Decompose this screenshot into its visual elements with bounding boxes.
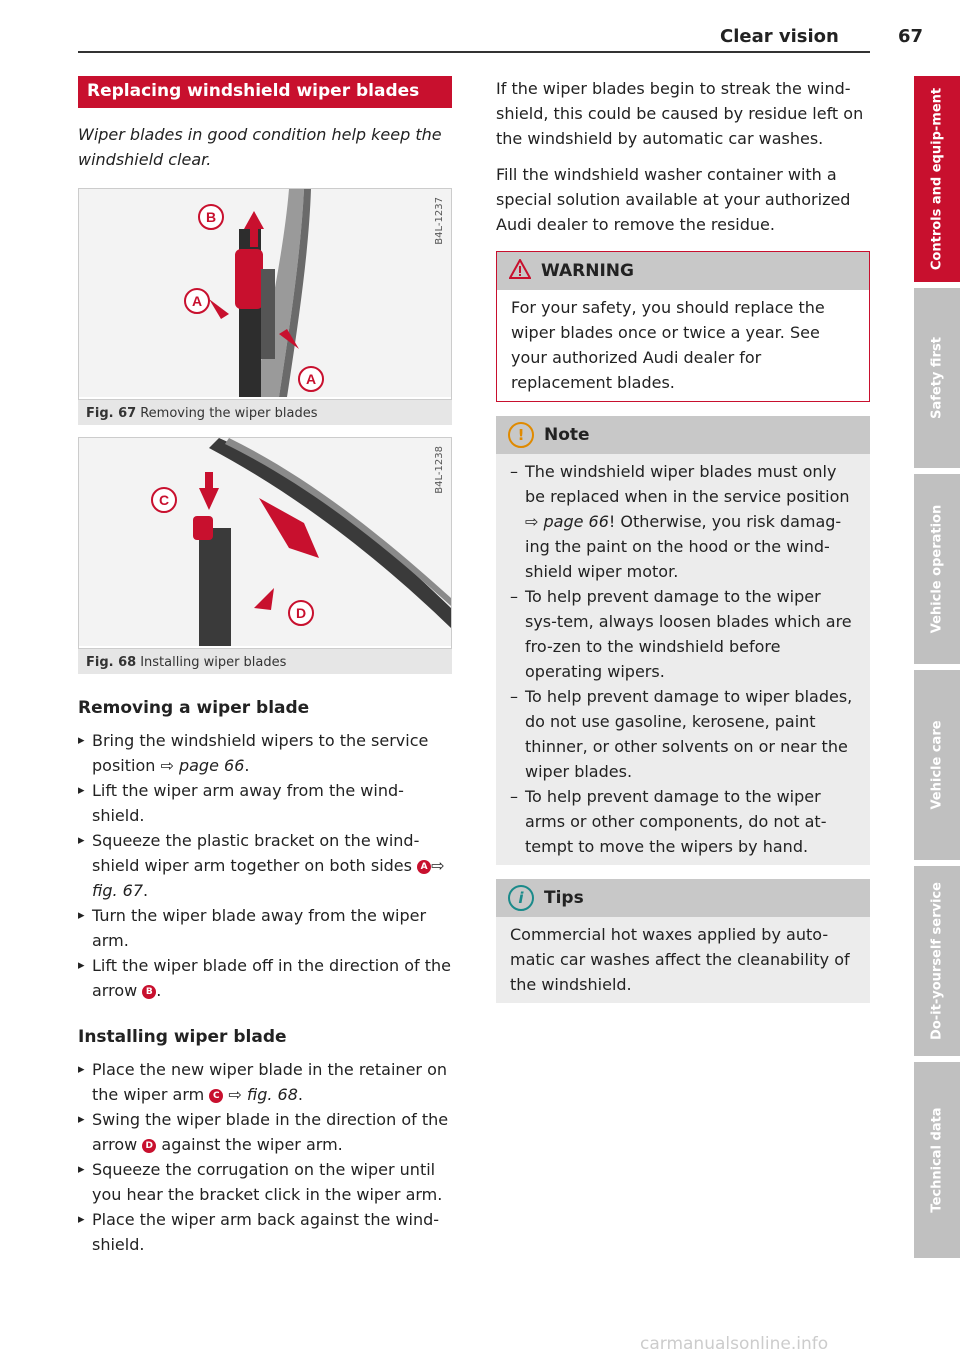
info-icon: i [508,885,534,911]
watermark: carmanualsonline.info [640,1334,829,1354]
callout-marker: C [209,1089,223,1103]
step-text: Place the new wiper blade in the retainer on the wiper arm [92,1060,447,1104]
figure-caption [78,400,452,425]
note-item [510,584,856,684]
wiper-installation-illustration [79,438,451,646]
step-item [78,1157,452,1207]
exclamation-icon: ! [508,422,534,448]
step-text: Place the wiper arm back against the wind-shield. [92,1210,440,1254]
step-item [78,953,452,1003]
tips-box [496,879,870,1003]
tips-title: Tips [544,888,584,908]
running-header-title: Clear vision [720,26,839,47]
right-column [496,76,870,1003]
note-item [510,784,856,859]
step-tail: . [143,881,149,900]
svg-text:A: A [305,371,317,387]
figure-caption [78,649,452,674]
tab-label: Controls and equip-ment [929,87,945,271]
note-item [510,684,856,784]
figure-number: Fig. 68 [86,655,137,670]
section-intro: Wiper blades in good condition help keep the windshield clear. [78,125,442,169]
tab-label: Vehicle care [929,720,945,810]
page-number: 67 [898,26,924,47]
note-text: To help prevent damage to the wiper arms or other components, do not at-tempt to move the wipers by hand. [525,787,827,856]
paragraph-washer: Fill the windshield washer container with a special solution available at your authorized Audi dealer to remove the residue. [496,165,851,234]
step-tail: . [297,1085,304,1104]
step-tail: . [244,756,250,775]
note-tail: ! Otherwise, you risk damag-ing the paint on the hood or the wind-shield wiper motor. [525,512,842,581]
tab-controls[interactable] [914,76,960,282]
tips-text: Commercial hot waxes applied by auto-matic car washes affect the cleanability of the windshield. [496,917,870,1003]
cross-reference-link[interactable]: ⇨ page 66 [160,756,245,775]
tab-vehicle-operation[interactable] [914,474,960,664]
cross-reference-link[interactable]: ⇨ fig. 67 [92,856,445,900]
figure-caption-text: Installing wiper blades [140,655,287,670]
tab-vehicle-care[interactable] [914,670,960,860]
note-text: To help prevent damage to wiper blades, do not use gasoline, kerosene, paint thinner, or other solvents on or near the wiper blades. [525,687,853,781]
section-title: Replacing windshield wiper blades [78,76,452,108]
note-title: Note [544,425,590,445]
svg-text:A: A [191,293,203,309]
step-text: Squeeze the plastic bracket on the wind-shield wiper arm together on both sides [92,831,420,875]
step-item [78,1207,452,1257]
tab-diy-service[interactable] [914,866,960,1056]
header-rule [78,51,870,53]
chapter-tabs [914,76,960,1264]
figure-67-image [78,188,452,400]
note-content [496,454,870,865]
note-text: To help prevent damage to the wiper sys-tem, always loosen blades which are fro-zen to the windshield before operating wipers. [525,587,852,681]
warning-header [497,252,869,290]
figure-code: B4L-1238 [434,446,445,494]
tab-label: Vehicle operation [929,504,945,634]
step-item [78,1107,452,1157]
step-tail: against the wiper arm. [156,1135,343,1154]
tab-label: Do-it-yourself service [929,882,945,1040]
step-item [78,903,452,953]
tab-label: Technical data [929,1107,945,1213]
paragraph-residue: If the wiper blades begin to streak the wind-shield, this could be caused by residue left on the windshield by automatic car washes. [496,79,864,148]
callout-marker: A [417,860,431,874]
installing-heading: Installing wiper blade [78,1027,287,1047]
installing-steps [78,1057,452,1257]
note-header [496,416,870,454]
step-text: Swing the wiper blade in the direction of the arrow [92,1110,449,1154]
note-item [510,459,856,584]
figure-caption-text: Removing the wiper blades [140,406,318,421]
step-text: Lift the wiper blade off in the direction of the arrow [92,956,451,1000]
removing-steps [78,728,452,1003]
note-box [496,416,870,865]
warning-triangle-icon [509,259,531,284]
note-list [510,459,856,859]
warning-title: WARNING [541,261,634,281]
left-column [78,76,452,1257]
warning-text: For your safety, you should replace the wiper blades once or twice a year. See your authorized Audi dealer for replacement blades. [497,290,869,401]
step-text: Squeeze the corrugation on the wiper until you hear the bracket click in the wiper arm. [92,1160,443,1204]
figure-67 [78,188,452,425]
step-item [78,1057,452,1107]
step-text: Bring the windshield wipers to the service position [92,731,429,775]
svg-text:B: B [205,209,217,225]
step-text: Turn the wiper blade away from the wiper arm. [92,906,427,950]
tab-safety[interactable] [914,288,960,468]
figure-number: Fig. 67 [86,406,137,421]
step-item [78,728,452,778]
step-text: Lift the wiper arm away from the wind-shield. [92,781,404,825]
note-text: The windshield wiper blades must only be replaced when in the service position [525,462,850,506]
figure-68 [78,437,452,674]
figure-68-image [78,437,452,649]
step-item [78,778,452,828]
callout-marker: D [142,1139,156,1153]
step-tail: . [156,981,162,1000]
tab-label: Safety first [929,337,945,419]
tab-technical-data[interactable] [914,1062,960,1258]
callout-marker: B [142,985,156,999]
warning-box [496,251,870,402]
wiper-removal-illustration [79,189,451,397]
step-item [78,828,452,903]
tips-header [496,879,870,917]
cross-reference-link[interactable]: ⇨ page 66 [525,512,609,531]
figure-code: B4L-1237 [434,197,445,245]
cross-reference-link[interactable]: ⇨ fig. 68 [223,1085,298,1104]
svg-text:D: D [295,605,307,621]
removing-heading: Removing a wiper blade [78,698,310,718]
svg-text:C: C [158,492,170,508]
